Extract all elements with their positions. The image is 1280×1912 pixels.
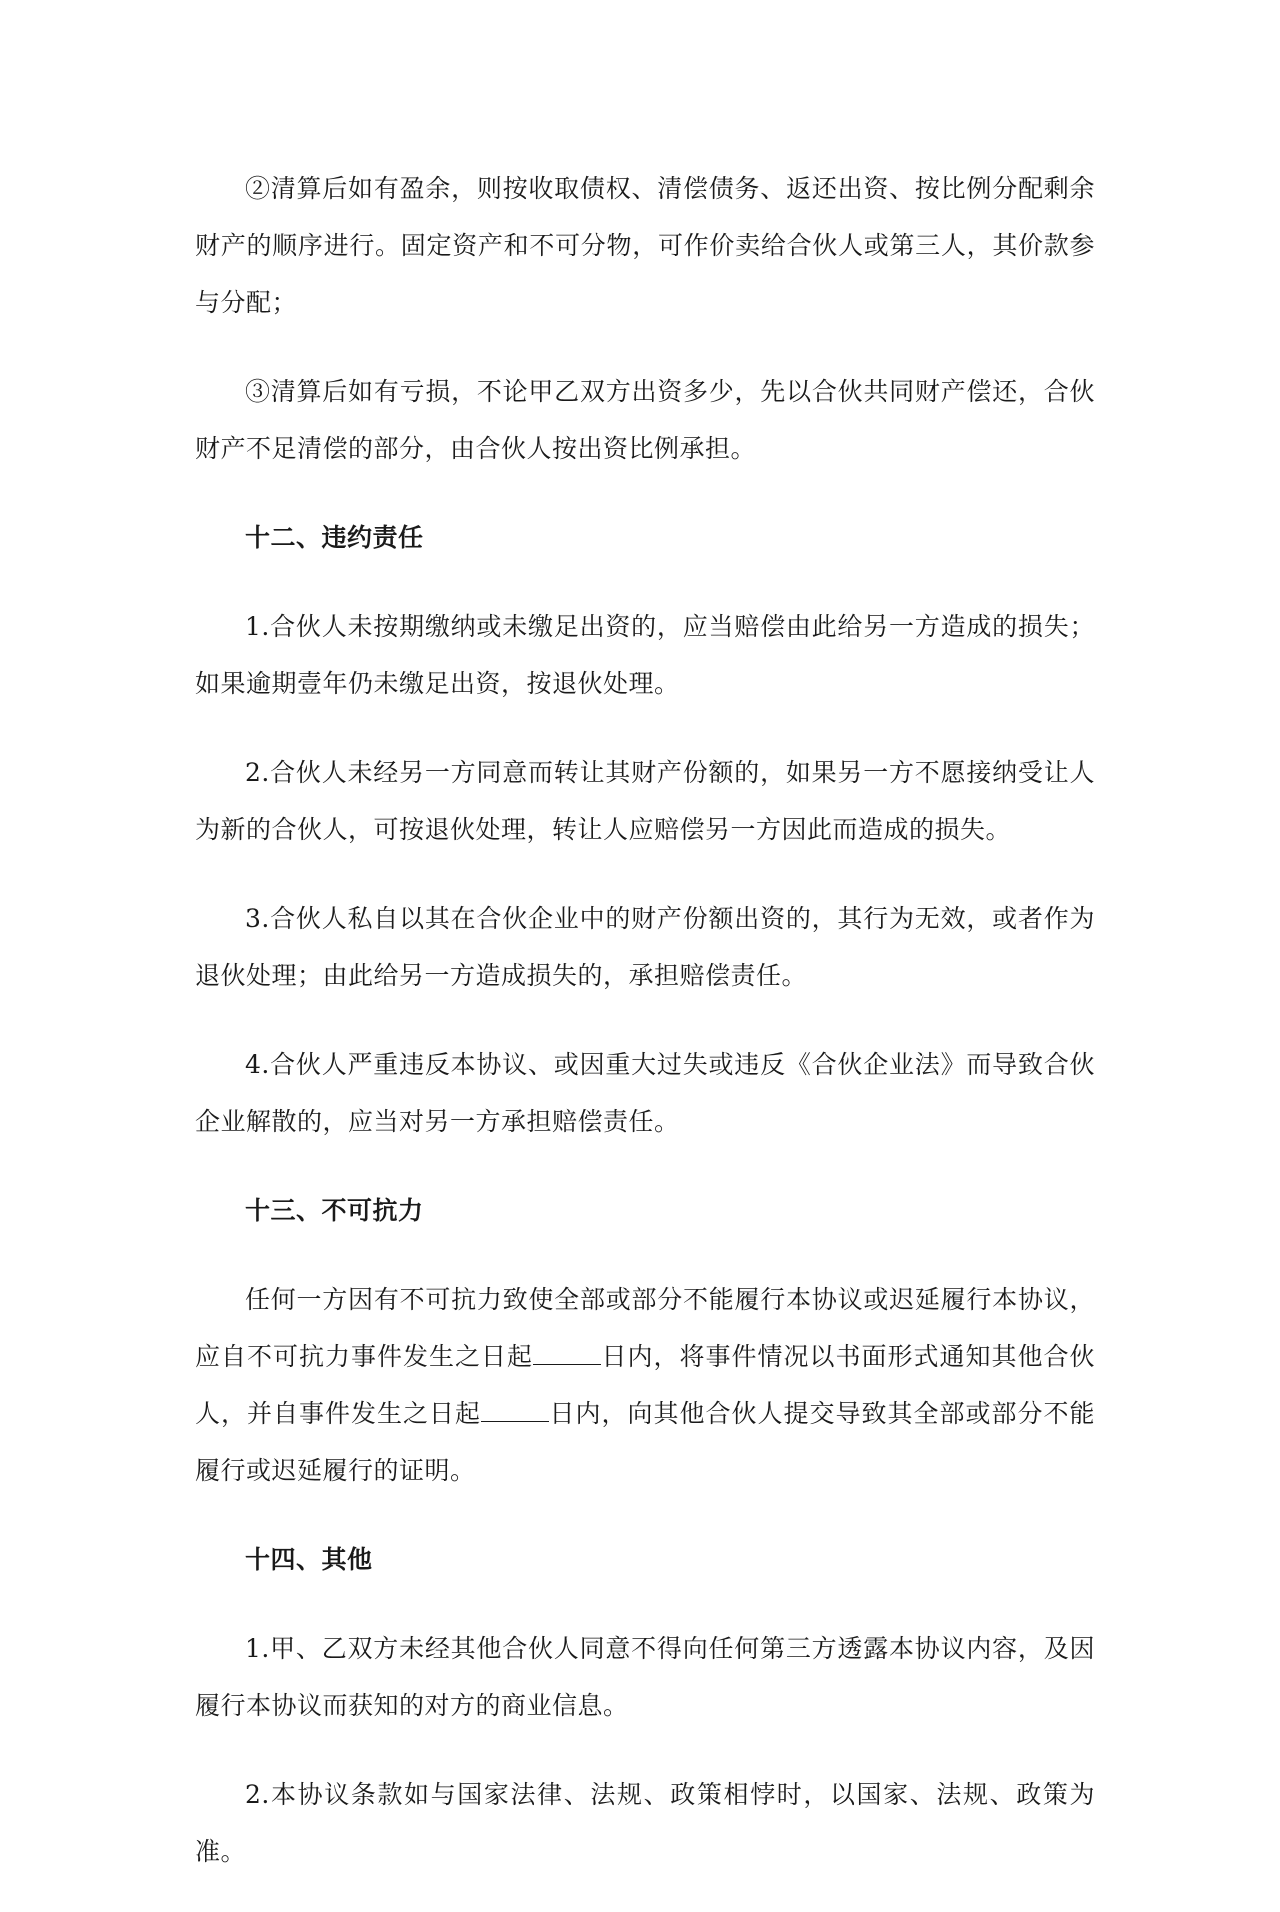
paragraph-liquidation-surplus: ②清算后如有盈余，则按收取债权、清偿债务、返还出资、按比例分配剩余财产的顺序进行。固定资产和不可分物，可作价卖给合伙人或第三人，其价款参与分配； — [195, 174, 1095, 317]
section-heading-force-majeure: 十三、不可抗力 — [245, 1196, 424, 1225]
paragraph-liquidation-loss: ③清算后如有亏损，不论甲乙双方出资多少，先以合伙共同财产偿还，合伙财产不足清偿的部分，由合伙人按出资比例承担。 — [195, 377, 1095, 463]
paragraph-breach-1: 1.合伙人未按期缴纳或未缴足出资的，应当赔偿由此给另一方造成的损失；如果逾期壹年仍未缴足出资，按退伙处理。 — [195, 612, 1095, 698]
force-majeure-text-part-1: 任何一方因有不可抗力致使全部或部分不能履行本协议或迟延履行本协议，应自不可抗力事件发生之日起 — [195, 1285, 1095, 1371]
paragraph-breach-2: 2.合伙人未经另一方同意而转让其财产份额的，如果另一方不愿接纳受让人为新的合伙人，可按退伙处理，转让人应赔偿另一方因此而造成的损失。 — [195, 758, 1095, 844]
paragraph-breach-4: 4.合伙人严重违反本协议、或因重大过失或违反《合伙企业法》而导致合伙企业解散的，应当对另一方承担赔偿责任。 — [195, 1050, 1095, 1136]
paragraph-breach-3: 3.合伙人私自以其在合伙企业中的财产份额出资的，其行为无效，或者作为退伙处理；由此给另一方造成损失的，承担赔偿责任。 — [195, 904, 1095, 990]
fill-in-blank-days-proof[interactable] — [481, 1399, 549, 1422]
force-majeure-text-part-2: 日内，将事件情况以书面形式通知其他合伙人，并自事件发生之日起 — [195, 1342, 1095, 1428]
paragraph-other-2: 2.本协议条款如与国家法律、法规、政策相悖时，以国家、法规、政策为准。 — [195, 1780, 1095, 1866]
paragraph-other-1: 1.甲、乙双方未经其他合伙人同意不得向任何第三方透露本协议内容，及因履行本协议而获知的对方的商业信息。 — [195, 1634, 1095, 1720]
section-heading-other: 十四、其他 — [245, 1545, 373, 1574]
fill-in-blank-days-notice[interactable] — [533, 1342, 601, 1365]
section-heading-breach-liability: 十二、违约责任 — [245, 523, 424, 552]
paragraph-force-majeure — [195, 1271, 1095, 1499]
document-page — [195, 160, 1095, 1912]
force-majeure-text-part-3: 日内，向其他合伙人提交导致其全部或部分不能履行或迟延履行的证明。 — [195, 1399, 1095, 1485]
